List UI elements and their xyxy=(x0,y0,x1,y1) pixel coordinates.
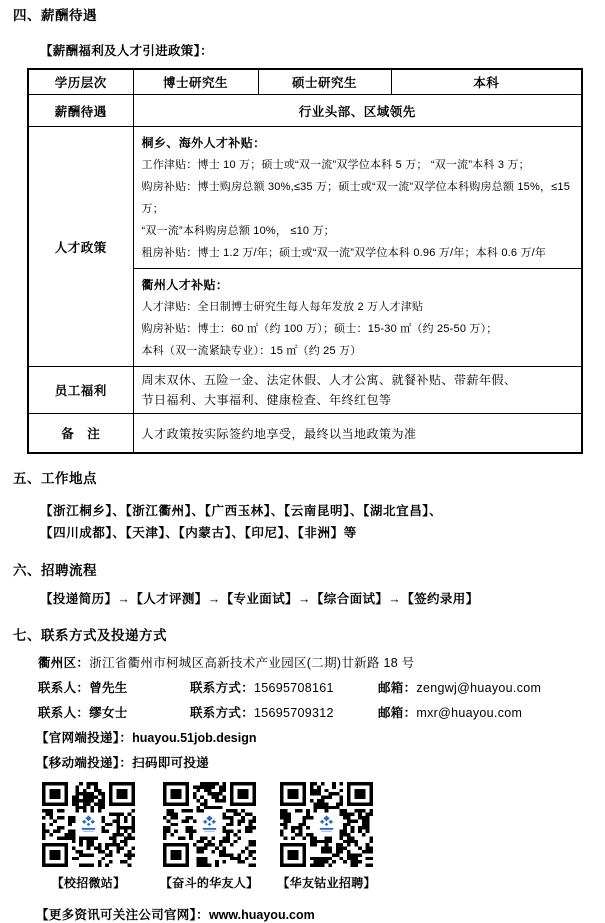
contact-email-address[interactable]: zengwj@huayou.com xyxy=(416,681,542,695)
mobile-apply-label: 【移动端投递】： xyxy=(36,756,133,770)
section-7-heading: 七、联系方式及投递方式 xyxy=(13,628,167,643)
note-cell: 人才政策按实际签约地享受，最终以当地政策为准 xyxy=(133,414,582,454)
contact-email xyxy=(378,680,541,696)
contact-email-address[interactable]: mxr@huayou.com xyxy=(416,706,523,720)
qr-block-campus xyxy=(42,782,135,891)
policy-line: 购房补贴：博士：60 ㎡（约 100 万）；硕士：15-30 ㎡（约 25-50 万）； xyxy=(141,323,498,335)
policy-line: 购房补贴：博士购房总额 30%,≤35 万；硕士或“双一流”双学位本科购房总额 15%，≤15 万； xyxy=(141,181,571,215)
contact-person-label: 联系人： xyxy=(38,681,90,695)
contact-person xyxy=(38,680,190,696)
official-site-url[interactable]: www.huayou.com xyxy=(208,908,315,922)
salary-row-label: 薪酬待遇 xyxy=(28,95,133,127)
welfare-row xyxy=(28,367,582,414)
policy-quzhou-cell xyxy=(133,269,582,367)
qr-caption: 【校招微站】 xyxy=(51,876,126,890)
section-6-heading: 六、招聘流程 xyxy=(13,563,97,578)
official-site-label: 【更多资讯可关注公司官网】： xyxy=(36,908,209,922)
table-header-phd: 博士研究生 xyxy=(133,69,258,95)
qr-block-striving xyxy=(160,782,258,891)
section-4-heading: 四、薪酬待遇 xyxy=(13,8,97,23)
contact-row xyxy=(38,680,592,696)
policy-quzhou-title: 衢州人才补贴： xyxy=(141,278,229,292)
work-locations xyxy=(40,500,592,544)
table-header-row xyxy=(28,69,582,95)
recruitment-process: 【投递简历】→【人才评测】→【专业面试】→【综合面试】→【签约录用】 xyxy=(40,592,479,606)
qr-caption: 【华友钴业招聘】 xyxy=(277,876,376,890)
contact-person-label: 联系人： xyxy=(38,706,90,720)
contact-row xyxy=(38,705,592,721)
note-row-label: 备 注 xyxy=(28,414,133,454)
policy-line: 租房补贴：博士 1.2 万/年；硕士或“双一流”双学位本科 0.96 万/年；本科 0.6 万/年 xyxy=(141,247,547,259)
official-site-line xyxy=(36,905,592,923)
policy-line: “双一流”本科购房总额 10%， ≤10 万； xyxy=(141,225,335,237)
welfare-line: 周末双休、五险一金、法定休假、人才公寓、就餐补贴、带薪年假、 xyxy=(141,373,517,387)
contact-person xyxy=(38,705,190,721)
policy-tongxiang-title: 桐乡、海外人才补贴： xyxy=(141,136,266,150)
web-apply-label: 【官网端投递】： xyxy=(36,731,133,745)
contact-person-name: 曾先生 xyxy=(89,681,128,695)
contact-email-label: 邮箱： xyxy=(378,681,417,695)
table-header-bachelor: 本科 xyxy=(391,69,582,95)
welfare-row-label: 员工福利 xyxy=(28,367,133,414)
mobile-apply-line xyxy=(36,755,592,771)
welfare-line: 节日福利、大事福利、健康检查、年终红包等 xyxy=(141,393,392,407)
policy-line: 人才津贴：全日制博士研究生每人每年发放 2 万人才津贴 xyxy=(141,301,424,313)
contact-phone xyxy=(190,680,378,696)
address-value: 浙江省衢州市柯城区高新技术产业园区(二期)廿新路 18 号 xyxy=(89,656,415,670)
contact-phone-number[interactable]: 15695708161 xyxy=(254,681,334,695)
table-header-master: 硕士研究生 xyxy=(258,69,391,95)
contact-email xyxy=(378,705,522,721)
policy-tongxiang-cell xyxy=(133,127,582,269)
qr-code-campus-microsite xyxy=(42,782,135,867)
qr-code-huayou-recruiting xyxy=(280,782,373,867)
welfare-cell xyxy=(133,367,582,414)
contact-email-label: 邮箱： xyxy=(378,706,417,720)
qr-code-striving-huayou xyxy=(163,782,256,867)
work-locations-line: 【浙江桐乡】、【浙江衢州】、【广西玉林】、【云南昆明】、【湖北宜昌】、 xyxy=(40,504,443,518)
mobile-apply-text: 扫码即可投递 xyxy=(132,756,209,770)
web-apply-url[interactable]: huayou.51job.design xyxy=(132,731,257,745)
benefits-table xyxy=(27,68,583,454)
policy-row-tongxiang xyxy=(28,127,582,269)
contact-phone xyxy=(190,705,378,721)
qr-caption: 【奋斗的华友人】 xyxy=(160,876,259,890)
contact-phone-number[interactable]: 15695709312 xyxy=(254,706,334,720)
contact-phone-label: 联系方式： xyxy=(190,706,255,720)
qr-block-recruit xyxy=(277,782,375,891)
contact-person-name: 缪女士 xyxy=(89,706,128,720)
salary-row xyxy=(28,95,582,127)
policy-row-label: 人才政策 xyxy=(28,127,133,367)
address-label: 衢州区： xyxy=(38,656,90,670)
benefits-policy-subheading: 【薪酬福利及人才引进政策】： xyxy=(40,44,213,58)
address-line xyxy=(38,655,592,671)
work-locations-line: 【四川成都】、【天津】、【内蒙古】、【印尼】、【非洲】等 xyxy=(40,526,357,540)
section-5-heading: 五、工作地点 xyxy=(13,471,97,486)
salary-row-value: 行业头部、区域领先 xyxy=(133,95,582,127)
contact-phone-label: 联系方式： xyxy=(190,681,255,695)
table-header-education-level: 学历层次 xyxy=(28,69,133,95)
qr-code-row xyxy=(42,782,592,891)
policy-line: 本科（双一流紧缺专业）：15 ㎡（约 25 万） xyxy=(141,345,362,357)
note-row xyxy=(28,414,582,454)
web-apply-line xyxy=(36,730,592,746)
policy-line: 工作津贴：博士 10 万；硕士或“双一流”双学位本科 5 万； “双一流”本科 3 万； xyxy=(141,159,530,171)
